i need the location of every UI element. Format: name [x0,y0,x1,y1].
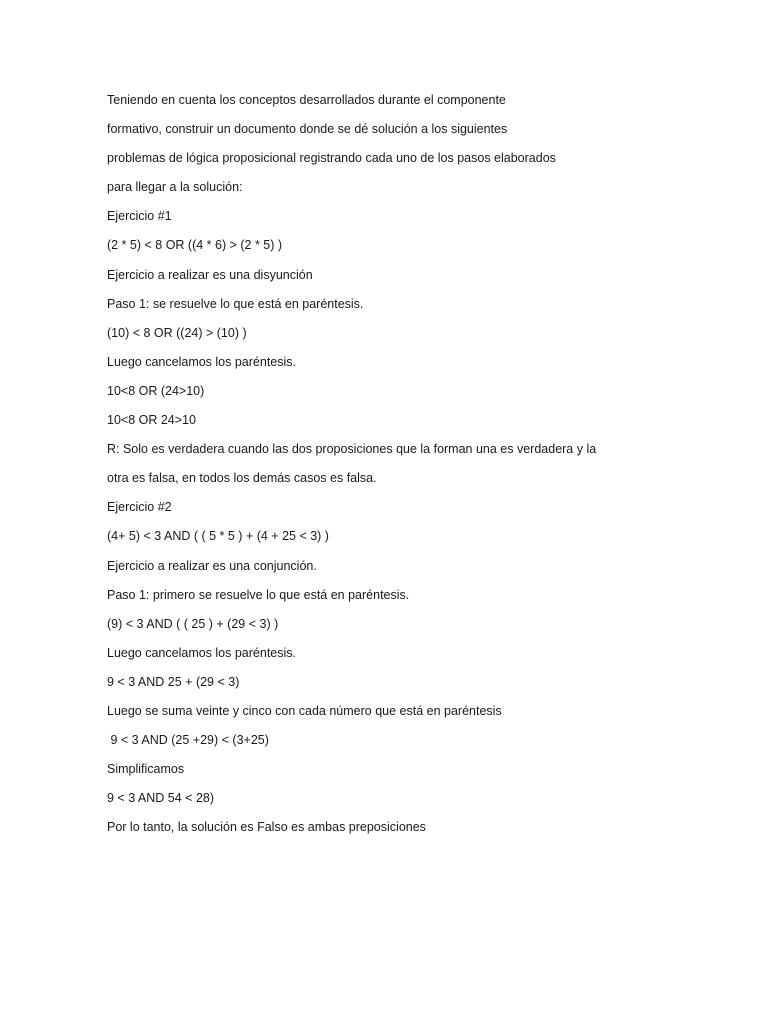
answer-line: otra es falsa, en todos los demás casos es falsa. [107,471,377,486]
expression-line: 9 < 3 AND (25 +29) < (3+25) [107,733,269,748]
answer-line: R: Solo es verdadera cuando las dos proposiciones que la forman una es verdadera y la [107,442,597,457]
paragraph-line: Paso 1: se resuelve lo que está en paréntesis. [107,296,364,311]
expression-line: 10<8 OR (24>10) [107,383,205,398]
paragraph-line: formativo, construir un documento donde se dé solución a los siguientes [107,122,508,137]
conclusion-line: Por lo tanto, la solución es Falso es ambas preposiciones [107,820,426,835]
paragraph-line: Paso 1: primero se resuelve lo que está en paréntesis. [107,587,410,602]
exercise-1-heading: Ejercicio #1 [107,209,172,224]
paragraph-line: para llegar a la solución: [107,180,243,195]
exercise-2-expression: (4+ 5) < 3 AND ( ( 5 * 5 ) + (4 + 25 < 3) ) [107,529,329,544]
paragraph-line: Luego cancelamos los paréntesis. [107,354,297,369]
expression-line: 9 < 3 AND 54 < 28) [107,791,215,806]
expression-line: 9 < 3 AND 25 + (29 < 3) [107,674,240,689]
expression-line: (9) < 3 AND ( ( 25 ) + (29 < 3) ) [107,616,279,631]
document-body [107,90,727,846]
paragraph-line: problemas de lógica proposicional registrando cada uno de los pasos elaborados [107,151,556,166]
paragraph-line: Ejercicio a realizar es una disyunción [107,267,313,282]
exercise-1-expression: (2 * 5) < 8 OR ((4 * 6) > (2 * 5) ) [107,238,283,253]
paragraph-line: Luego cancelamos los paréntesis. [107,645,297,660]
paragraph-line: Luego se suma veinte y cinco con cada número que está en paréntesis [107,703,502,718]
paragraph-line: Ejercicio a realizar es una conjunción. [107,558,317,573]
paragraph-line: Teniendo en cuenta los conceptos desarrollados durante el componente [107,93,506,107]
exercise-2-heading: Ejercicio #2 [107,500,172,515]
paragraph-line: Simplificamos [107,762,185,777]
expression-line: (10) < 8 OR ((24) > (10) ) [107,325,247,340]
expression-line: 10<8 OR 24>10 [107,413,196,428]
